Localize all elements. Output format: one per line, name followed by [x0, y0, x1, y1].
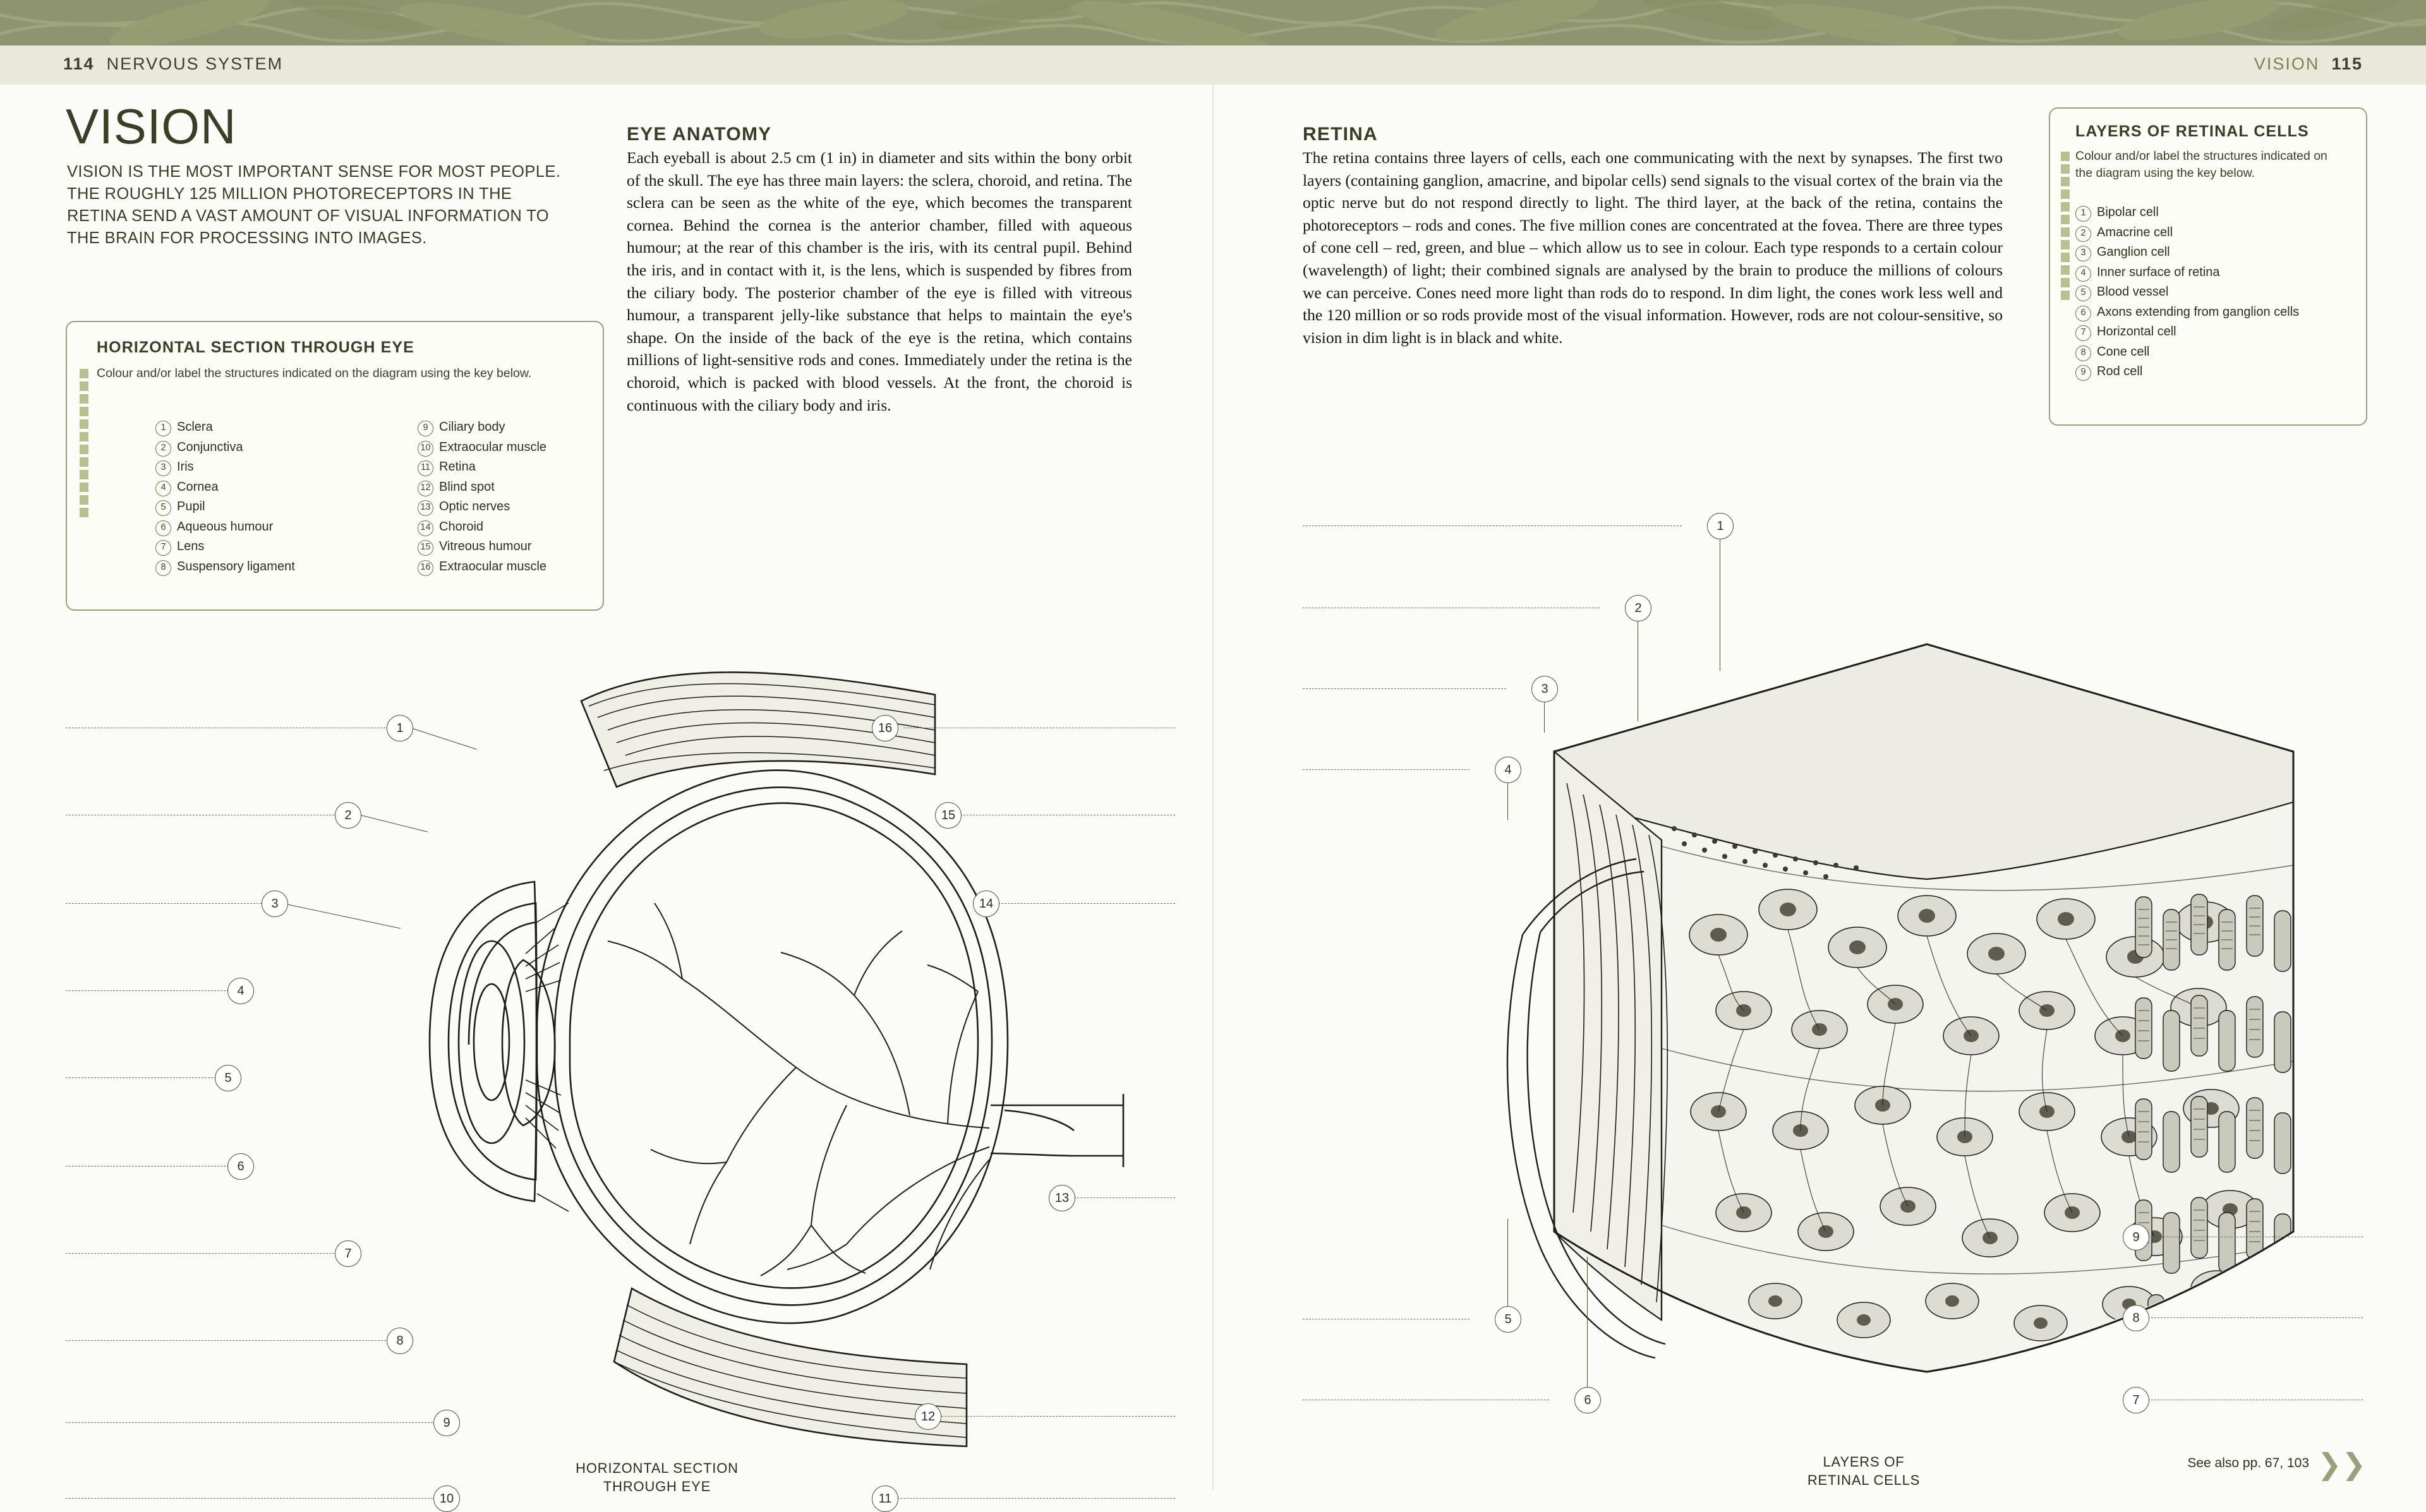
key-number: 8	[155, 560, 171, 576]
retina-callout-9[interactable]: 9	[2123, 1224, 2149, 1251]
key-item	[2075, 283, 2299, 301]
callout-4[interactable]: 4	[227, 978, 254, 1004]
callout-8[interactable]: 8	[387, 1328, 413, 1354]
key-item	[155, 458, 295, 476]
retina-callout-8[interactable]: 8	[2123, 1305, 2149, 1331]
key-item	[2075, 303, 2299, 321]
leader-line	[66, 1422, 436, 1423]
key-item	[2075, 203, 2299, 222]
retina-callout-6[interactable]: 6	[1574, 1387, 1601, 1413]
key-number: 4	[155, 481, 171, 496]
leader-line	[1074, 1197, 1175, 1198]
key-number: 7	[155, 540, 171, 556]
callout-1[interactable]: 1	[387, 715, 413, 741]
key-item	[2075, 323, 2299, 341]
key-item	[418, 558, 546, 576]
leader-line	[66, 990, 229, 991]
callout-15[interactable]: 15	[935, 802, 962, 829]
key-item	[155, 518, 295, 536]
key-label: Vitreous humour	[439, 539, 532, 553]
key-number: 7	[2075, 325, 2091, 341]
leader-line	[66, 903, 262, 904]
retina-callout-5[interactable]: 5	[1495, 1306, 1521, 1333]
retina-callout-2[interactable]: 2	[1625, 595, 1651, 621]
key-number: 5	[2075, 285, 2091, 301]
key-label: Horizontal cell	[2097, 325, 2176, 339]
key-label: Choroid	[439, 519, 484, 534]
key-number: 9	[418, 421, 433, 436]
key-label: Blood vessel	[2097, 285, 2169, 299]
leader-connector	[1507, 1219, 1512, 1319]
page-number-right: 115	[2331, 54, 2363, 73]
decorative-leaf-band	[0, 0, 2426, 45]
leader-line	[1303, 688, 1506, 689]
retina-callout-1[interactable]: 1	[1707, 513, 1734, 539]
key-label: Optic nerves	[439, 500, 510, 513]
key-item	[418, 458, 546, 476]
key-item	[2075, 363, 2299, 381]
section-label-right: VISION	[2254, 54, 2320, 73]
callout-11[interactable]: 11	[872, 1485, 898, 1512]
key-number: 1	[155, 421, 171, 436]
key-item	[2075, 243, 2299, 261]
key-label: Sclera	[177, 420, 213, 434]
eye-figure-caption-line2: THROUGH EYE	[603, 1479, 711, 1494]
callout-9[interactable]: 9	[433, 1410, 460, 1436]
leader-line	[1303, 525, 1682, 526]
key-number: 1	[2075, 206, 2091, 222]
key-item	[155, 418, 295, 436]
callout-13[interactable]: 13	[1049, 1185, 1075, 1211]
key-list-retina	[2075, 203, 2299, 383]
leader-connector	[1587, 1257, 1591, 1400]
key-box-eye	[66, 321, 604, 611]
header-left	[63, 54, 283, 74]
standfirst-text: VISION IS THE MOST IMPORTANT SENSE FOR MOST PEOPLE. THE ROUGHLY 125 MILLION PHOTORECEPTORS IN THE RETINA SEND A VAST AMOUNT OF VISUAL INFORMATION TO THE BRAIN FOR PROCESSING INTO IMAGES.	[67, 163, 561, 247]
leader-line	[1303, 769, 1469, 770]
key-item	[2075, 263, 2299, 282]
leader-connector	[1638, 608, 1642, 721]
key-number: 2	[155, 441, 171, 457]
leader-line	[66, 1253, 337, 1254]
key-number: 3	[2075, 246, 2091, 261]
key-label: Blind spot	[439, 479, 495, 494]
key-label: Extraocular muscle	[439, 559, 547, 573]
key-label: Axons extending from ganglion cells	[2097, 304, 2300, 319]
key-number: 12	[418, 481, 433, 496]
leader-line	[66, 1498, 436, 1499]
key-list-eye-col1	[155, 418, 295, 577]
key-item	[155, 537, 295, 556]
key-list-eye-col2	[418, 418, 546, 577]
key-number: 8	[2075, 345, 2091, 361]
callout-12[interactable]: 12	[915, 1403, 941, 1430]
key-label: Bipolar cell	[2097, 205, 2159, 219]
leaf-pattern-icon	[0, 0, 2426, 45]
leader-line	[66, 1077, 216, 1078]
key-number: 14	[418, 520, 433, 536]
retina-figure-caption	[1744, 1453, 1984, 1489]
key-label: Pupil	[177, 500, 205, 513]
leader-connector	[1720, 525, 1724, 671]
retina-callout-3[interactable]: 3	[1531, 676, 1558, 702]
retina-heading: RETINA	[1303, 124, 1378, 145]
key-item	[418, 418, 546, 436]
key-label: Inner surface of retina	[2097, 265, 2220, 279]
retina-body: The retina contains three layers of cells, each one communicating with the next by synapses. The first two layers (containing ganglion, amacrine, and bipolar cells) send signals to the visual cortex of the brain via the optic nerve but do not respond directly to light. The third layer, at the back of the retina, contains the photoreceptors – rods and cones. The five million cones are concentrated at the fovea. There are three types of cone cell – red, green, and blue – which allow us to see in colour. Each type responds to a certain colour (wavelength) of light; their combined signals are analysed by the brain to produce the millions of colours we can perceive. Cones need more light than rods do to respond. In dim light, the cones work less well and the 120 million or so rods provide most of the visual information. However, rods are not colour-sensitive, so vision in dim light is in black and white.	[1303, 148, 2003, 347]
callout-7[interactable]: 7	[335, 1240, 361, 1267]
key-number: 9	[2075, 365, 2091, 381]
key-label: Amacrine cell	[2097, 225, 2173, 239]
key-number: 16	[418, 560, 433, 576]
key-item	[418, 438, 546, 457]
page-title: VISION	[66, 99, 237, 154]
retina-figure-caption-line2: RETINAL CELLS	[1807, 1472, 1921, 1488]
key-number: 10	[418, 441, 433, 457]
key-number: 3	[155, 460, 171, 476]
key-label: Cone cell	[2097, 344, 2150, 359]
leader-line	[872, 1498, 1175, 1499]
header-right	[2254, 54, 2363, 74]
key-number: 11	[418, 460, 433, 476]
key-number: 2	[2075, 226, 2091, 242]
retinal-layers-diagram	[1447, 594, 2319, 1478]
key-item	[155, 558, 295, 576]
key-item	[418, 478, 546, 496]
retina-callout-7[interactable]: 7	[2123, 1387, 2149, 1413]
retina-figure-caption-line1: LAYERS OF	[1823, 1454, 1905, 1470]
key-label: Ciliary body	[439, 420, 505, 434]
callout-10[interactable]: 10	[433, 1485, 460, 1512]
key-number: 15	[418, 540, 433, 556]
callout-6[interactable]: 6	[227, 1153, 254, 1180]
key-item	[2075, 343, 2299, 361]
leader-line	[2148, 1317, 2363, 1318]
key-label: Retina	[439, 460, 476, 474]
key-box-retina-title: LAYERS OF RETINAL CELLS	[2075, 123, 2309, 140]
leader-line	[66, 1340, 389, 1341]
eye-anatomy-heading: EYE ANATOMY	[627, 124, 772, 145]
callout-3[interactable]: 3	[262, 891, 288, 917]
colour-swatch-strip-retina	[2061, 152, 2070, 303]
key-label: Iris	[177, 460, 194, 474]
key-box-eye-title: HORIZONTAL SECTION THROUGH EYE	[97, 339, 414, 356]
key-label: Extraocular muscle	[439, 440, 547, 454]
key-item	[418, 518, 546, 536]
key-number: 4	[2075, 266, 2091, 282]
key-label: Lens	[177, 539, 205, 553]
page-gutter	[1212, 85, 1214, 1490]
key-number: 6	[2075, 306, 2091, 321]
eye-figure-caption	[524, 1459, 790, 1496]
leader-line	[66, 1166, 229, 1167]
eye-figure-caption-line1: HORIZONTAL SECTION	[576, 1460, 739, 1476]
leader-line	[916, 1416, 1175, 1417]
callout-5[interactable]: 5	[215, 1065, 241, 1091]
key-label: Cornea	[177, 479, 219, 494]
key-item	[155, 498, 295, 516]
header-strip	[0, 45, 2426, 85]
key-item	[155, 478, 295, 496]
key-item	[418, 537, 546, 556]
key-label: Aqueous humour	[177, 519, 274, 534]
key-label: Rod cell	[2097, 364, 2143, 378]
page-number-left: 114	[63, 54, 95, 73]
key-label: Conjunctiva	[177, 440, 243, 454]
key-label: Suspensory ligament	[177, 559, 295, 573]
callout-14[interactable]: 14	[973, 891, 999, 917]
callout-16[interactable]: 16	[872, 715, 898, 741]
key-label: Ganglion cell	[2097, 245, 2170, 259]
key-item	[155, 438, 295, 457]
see-also-text: See also pp. 67, 103	[2187, 1456, 2309, 1470]
key-item	[418, 498, 546, 516]
eye-cross-section-diagram	[240, 625, 1137, 1472]
leader-line	[992, 903, 1175, 904]
eye-anatomy-body: Each eyeball is about 2.5 cm (1 in) in diameter and sits within the bony orbit of the skull. The eye has three main layers: the sclera, choroid, and retina. The sclera can be seen as the white of the eye, which becomes the transparent cornea. Behind the cornea is the anterior chamber, filled with aqueous humour; at the rear of this chamber is the iris, with its central pupil. Behind the iris, and in contact with it, is the lens, which is suspended by fibres from the ciliary body. The posterior chamber of the eye is filled with vitreous humour, a transparent jelly-like substance that helps to maintain the eye's shape. On the inside of the back of the eye is the retina, which contains millions of light-sensitive rods and cones. Immediately under the retina is the choroid, which is packed with blood vessels. At the front, the choroid is continuous with the ciliary body and iris.	[627, 148, 1132, 414]
key-box-retina-subtitle: Colour and/or label the structures indicated on the diagram using the key below.	[2075, 149, 2327, 180]
callout-2[interactable]: 2	[335, 802, 361, 829]
retina-callout-4[interactable]: 4	[1495, 757, 1521, 783]
key-number: 5	[155, 500, 171, 516]
key-item	[2075, 224, 2299, 242]
key-box-retina	[2049, 107, 2367, 426]
key-number: 6	[155, 520, 171, 536]
key-number: 13	[418, 500, 433, 516]
section-label-left: NERVOUS SYSTEM	[106, 54, 284, 73]
key-box-eye-subtitle: Colour and/or label the structures indicated on the diagram using the key below.	[97, 366, 532, 380]
colour-swatch-strip-eye	[80, 369, 88, 520]
next-page-chevron-icon[interactable]: ❯❯	[2317, 1448, 2366, 1480]
